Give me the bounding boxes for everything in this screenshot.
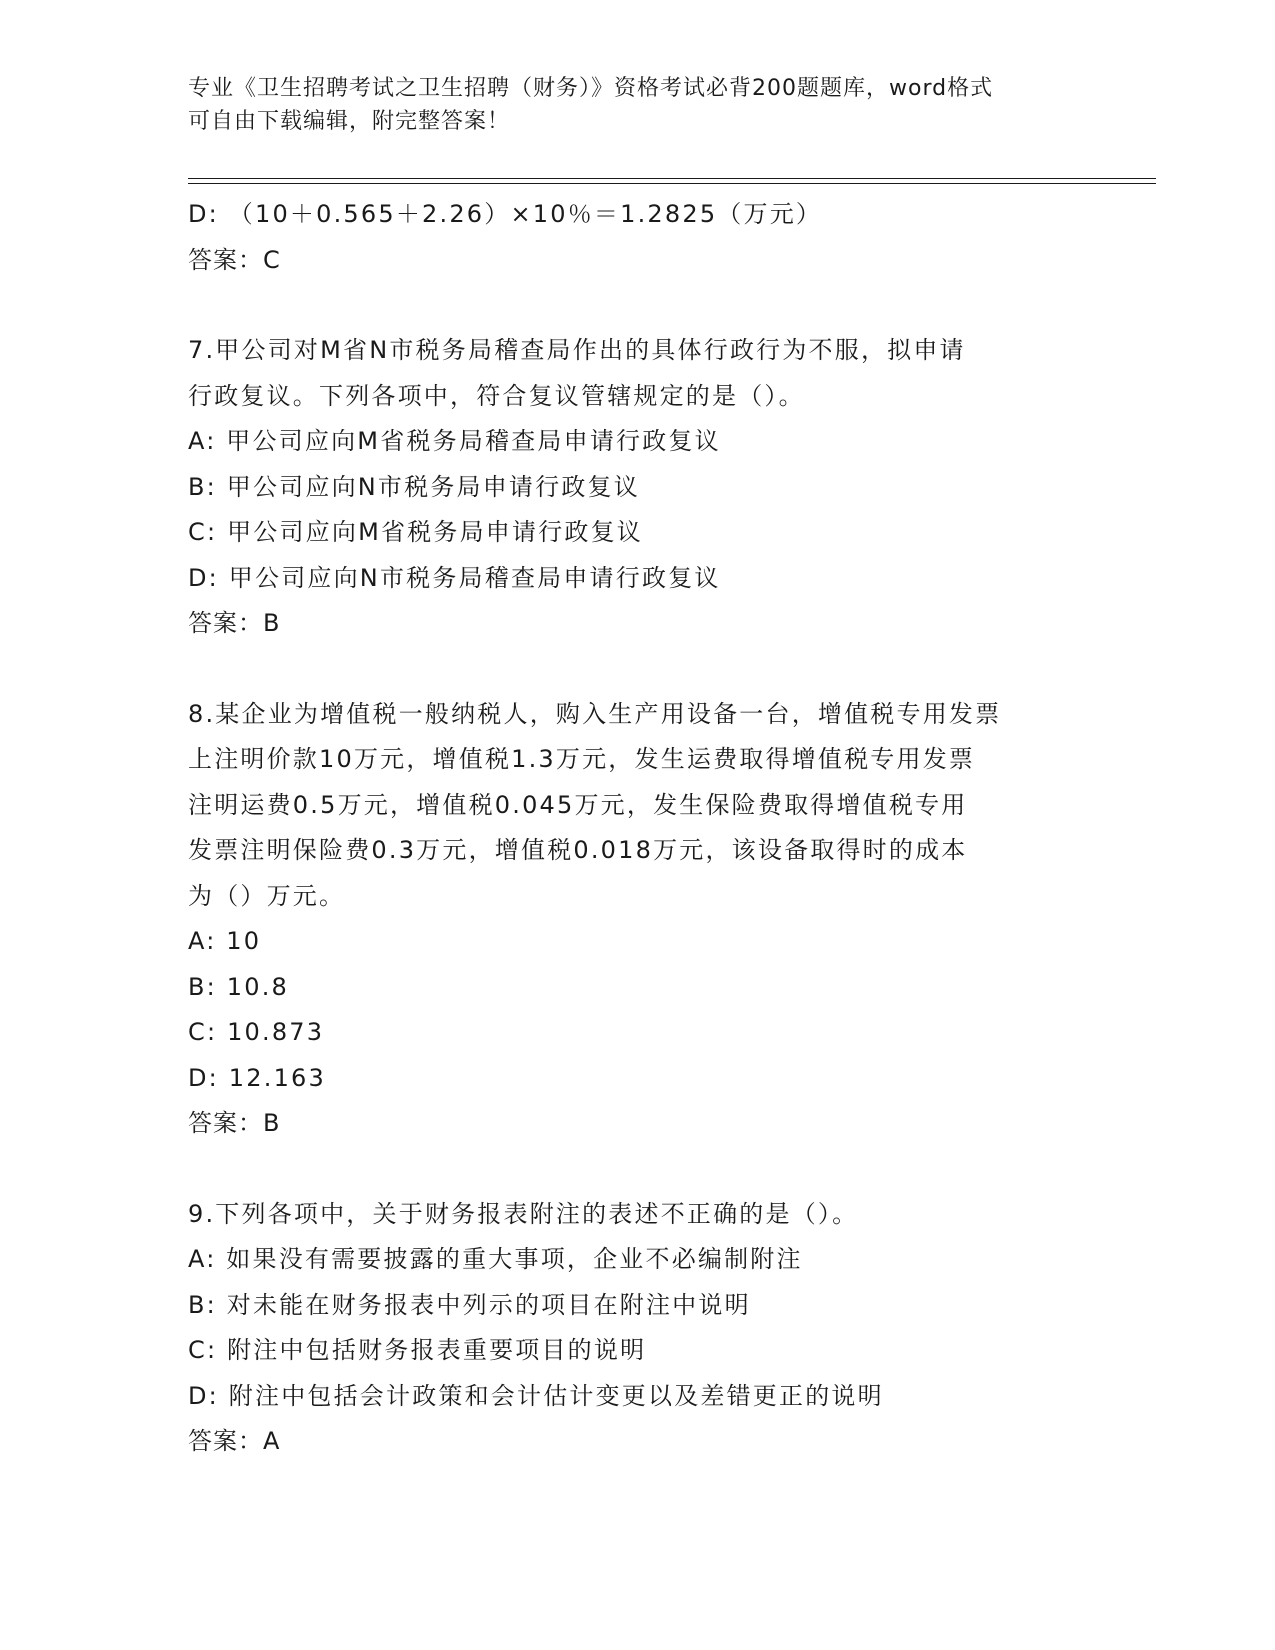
question-7 <box>188 328 1088 647</box>
option-d: D: 12.163 <box>188 1063 326 1092</box>
option-a: A: 如果没有需要披露的重大事项，企业不必编制附注 <box>188 1245 803 1273</box>
option-c: C: 甲公司应向M省税务局申请行政复议 <box>188 518 643 546</box>
previous-question-tail <box>188 192 1088 283</box>
question-stem-line: 8.某企业为增值税一般纳税人，购入生产用设备一台，增值税专用发票 <box>188 699 1002 728</box>
answer-line: 答案：B <box>188 1109 281 1137</box>
option-a: A: 10 <box>188 927 262 955</box>
answer-line: 答案：C <box>188 245 281 274</box>
document-body <box>188 192 1088 1465</box>
option-d: D: 附注中包括会计政策和会计估计变更以及差错更正的说明 <box>188 1381 884 1410</box>
header-divider-top <box>188 178 1156 179</box>
header-line-2: 可自由下载编辑，附完整答案！ <box>188 109 511 134</box>
question-stem-line: 9.下列各项中，关于财务报表附注的表述不正确的是（）。 <box>188 1199 859 1228</box>
question-8 <box>188 692 1088 1147</box>
option-b: B: 对未能在财务报表中列示的项目在附注中说明 <box>188 1290 751 1319</box>
option-d: D: 甲公司应向N市税务局稽查局申请行政复议 <box>188 563 721 592</box>
question-stem-line: 注明运费0.5万元，增值税0.045万元，发生保险费取得增值税专用 <box>188 790 968 819</box>
document-header <box>188 72 1068 138</box>
question-stem-line: 7.甲公司对M省N市税务局稽查局作出的具体行政行为不服，拟申请 <box>188 336 966 364</box>
option-b: B: 10.8 <box>188 972 290 1001</box>
question-stem-line: 发票注明保险费0.3万元，增值税0.018万元，该设备取得时的成本 <box>188 836 968 864</box>
answer-line: 答案：A <box>188 1427 281 1455</box>
question-9 <box>188 1192 1088 1465</box>
option-a: A: 甲公司应向M省税务局稽查局申请行政复议 <box>188 427 721 455</box>
option-b: B: 甲公司应向N市税务局申请行政复议 <box>188 472 640 501</box>
header-line-1: 专业《卫生招聘考试之卫生招聘（财务）》资格考试必背200题题库，word格式 <box>188 76 994 101</box>
question-stem-line: 上注明价款10万元，增值税1.3万元，发生运费取得增值税专用发票 <box>188 745 976 773</box>
question-stem-line: 行政复议。下列各项中，符合复议管辖规定的是（）。 <box>188 381 805 410</box>
answer-line: 答案：B <box>188 609 281 637</box>
header-divider-bottom <box>188 183 1156 184</box>
option-c: C: 附注中包括财务报表重要项目的说明 <box>188 1336 647 1364</box>
option-c: C: 10.873 <box>188 1018 325 1046</box>
option-d: D: （10＋0.565＋2.26）×10％＝1.2825（万元） <box>188 200 823 228</box>
question-stem-line: 为（）万元。 <box>188 881 346 910</box>
